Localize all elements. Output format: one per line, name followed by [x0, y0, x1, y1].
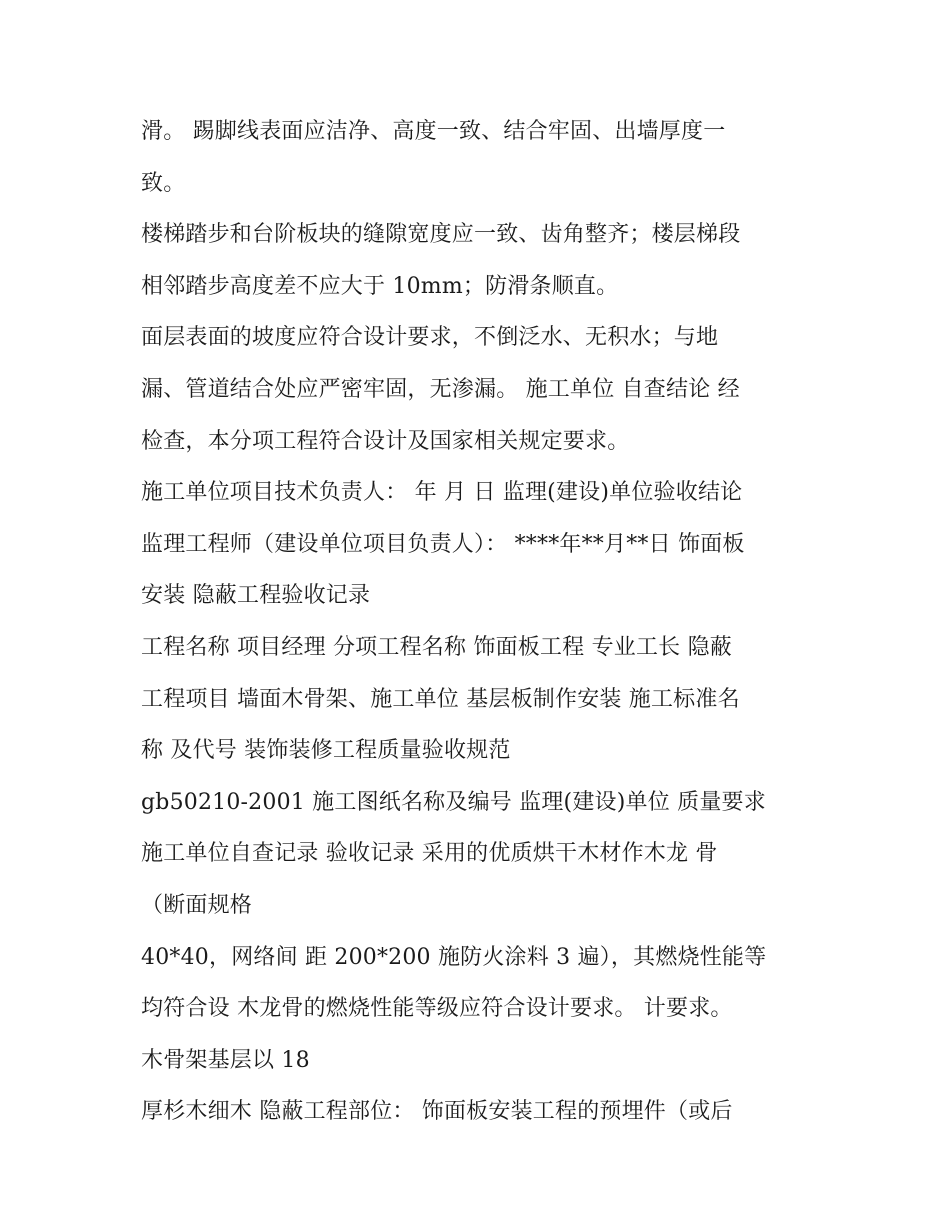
text-line: 相邻踏步高度差不应大于 10mm；防滑条顺直。	[141, 273, 619, 299]
text-line: 均符合设 木龙骨的燃烧性能等级应符合设计要求。 计要求。	[141, 996, 733, 1022]
text-line: 楼梯踏步和台阶板块的缝隙宽度应一致、齿角整齐；楼层梯段	[141, 222, 741, 248]
text-line: （断面规格	[141, 892, 253, 918]
text-line: 厚杉木细木 隐蔽工程部位： 饰面板安装工程的预埋件（或后	[141, 1099, 733, 1125]
text-line: 工程项目 墙面木骨架、施工单位 基层板制作安装 施工标准名	[141, 686, 740, 712]
text-line: 检查，本分项工程符合设计及国家相关规定要求。	[141, 428, 630, 454]
text-line: 木骨架基层以 18	[141, 1047, 310, 1073]
text-line: 称 及代号 装饰装修工程质量验收规范	[141, 738, 511, 764]
text-line: 漏、管道结合处应严密牢固，无渗漏。 施工单位 自查结论 经	[141, 376, 740, 402]
text-line: 监理工程师（建设单位项目负责人）： ****年**月**日 饰面板	[141, 531, 745, 557]
text-line: 致。	[141, 170, 186, 196]
text-line: 滑。 踢脚线表面应洁净、高度一致、结合牢固、出墙厚度一	[141, 119, 726, 144]
text-line: 安装 隐蔽工程验收记录	[141, 583, 371, 609]
document-page	[141, 106, 821, 1138]
text-line: 施工单位自查记录 验收记录 采用的优质烘干木材作木龙 骨	[141, 841, 718, 867]
text-line: 面层表面的坡度应符合设计要求，不倒泛水、无积水；与地	[141, 325, 719, 351]
text-line: gb50210-2001 施工图纸名称及编号 监理(建设)单位 质量要求	[141, 789, 766, 815]
text-line: 工程名称 项目经理 分项工程名称 饰面板工程 专业工长 隐蔽	[141, 634, 732, 660]
text-line: 施工单位项目技术负责人： 年 月 日 监理(建设)单位验收结论	[141, 480, 743, 506]
text-line: 40*40，网络间 距 200*200 施防火涂料 3 遍），其燃烧性能等	[141, 944, 767, 970]
